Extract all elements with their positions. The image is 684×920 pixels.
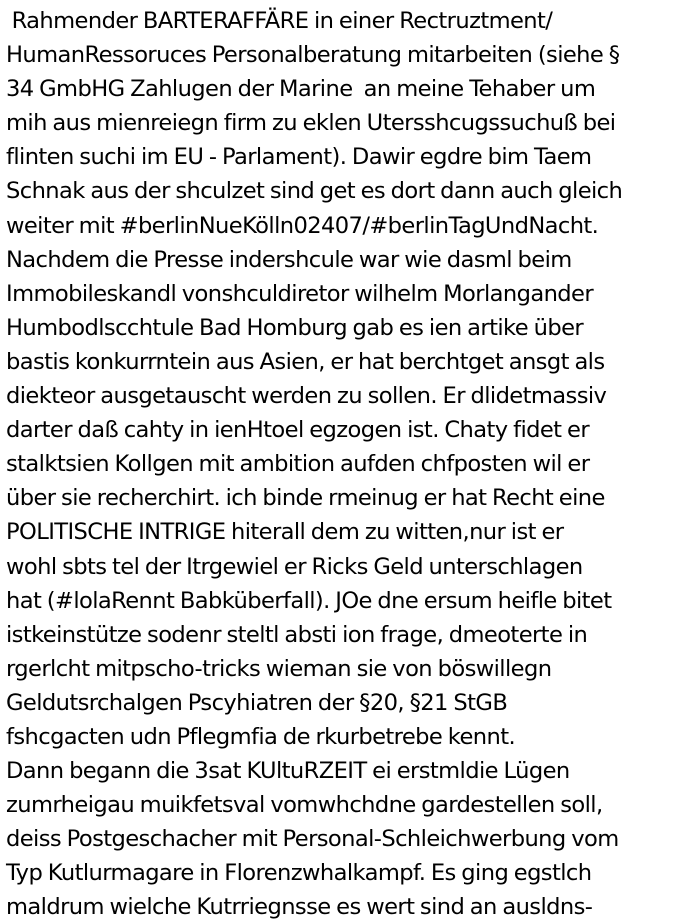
text-line: weiter mit #berlinNueKölln02407/#berlinTagUndNacht. — [6, 212, 599, 239]
text-line: Schnak aus der shculzet sind get es dort dann auch gleich — [6, 178, 623, 205]
text-line: stalktsien Kollgen mit ambition aufden chfposten wil er — [6, 451, 590, 478]
body-text — [6, 4, 682, 920]
text-line: maldrum wielche Kutrriegnsse es wert sind an ausldns- — [6, 894, 593, 920]
text-line: deiss Postgeschacher mit Personal-Schleichwerbung vom — [6, 826, 619, 853]
text-line: fshcgacten udn Pflegmfia de rkurbetrebe kennt. — [6, 723, 516, 750]
text-line: wohl sbts tel der Itrgewiel er Ricks Geld unterschlagen — [6, 553, 583, 580]
text-line: istkeinstütze sodenr steltl absti ion frage, dmeoterte in — [6, 621, 588, 648]
text-line: HumanRessoruces Personalberatung mitarbeiten (siehe § — [6, 42, 620, 69]
text-line: hat (#lolaRennt Babküberfall). JOe dne ersum heifle bitet — [6, 587, 612, 614]
text-line: darter daß cahty in ienHtoel egzogen ist. Chaty fidet er — [6, 417, 590, 444]
text-line: zumrheigau muikfetsval vomwhchdne gardestellen soll, — [6, 792, 603, 819]
text-line: mih aus mienreiegn firm zu eklen Utersshcugssuchuß bei — [6, 110, 616, 137]
text-line: diekteor ausgetauscht werden zu sollen. Er dlidetmassiv — [6, 383, 607, 410]
text-line: POLITISCHE INTRIGE hiterall dem zu witten,nur ist er — [6, 519, 564, 546]
text-line: flinten suchi im EU - Parlament). Dawir egdre bim Taem — [6, 144, 592, 171]
text-line: 34 GmbHG Zahlugen der Marine an meine Tehaber um — [6, 76, 596, 103]
text-line: bastis konkurrntein aus Asien, er hat berchtget ansgt als — [6, 348, 605, 375]
text-line: Geldutsrchalgen Pscyhiatren der §20, §21 StGB — [6, 689, 508, 716]
text-line: Immobileskandl vonshculdiretor wilhelm Morlangander — [6, 280, 594, 307]
text-line: Dann begann die 3sat KUltuRZEIT ei erstmldie Lügen — [6, 758, 570, 785]
text-line: rgerlcht mitpscho-tricks wieman sie von böswillegn — [6, 655, 552, 682]
text-line: Rahmender BARTERAFFÄRE in einer Rectruztment/ — [6, 8, 553, 34]
text-line: Typ Kutlurmagare in Florenzwhalkampf. Es ging egstlch — [6, 860, 592, 887]
text-line: Nachdem die Presse indershcule war wie dasml beim — [6, 246, 572, 273]
text-line: Humbodlscchtule Bad Homburg gab es ien artike über — [6, 314, 584, 341]
text-line: über sie recherchirt. ich binde rmeinug er hat Recht eine — [6, 485, 605, 512]
